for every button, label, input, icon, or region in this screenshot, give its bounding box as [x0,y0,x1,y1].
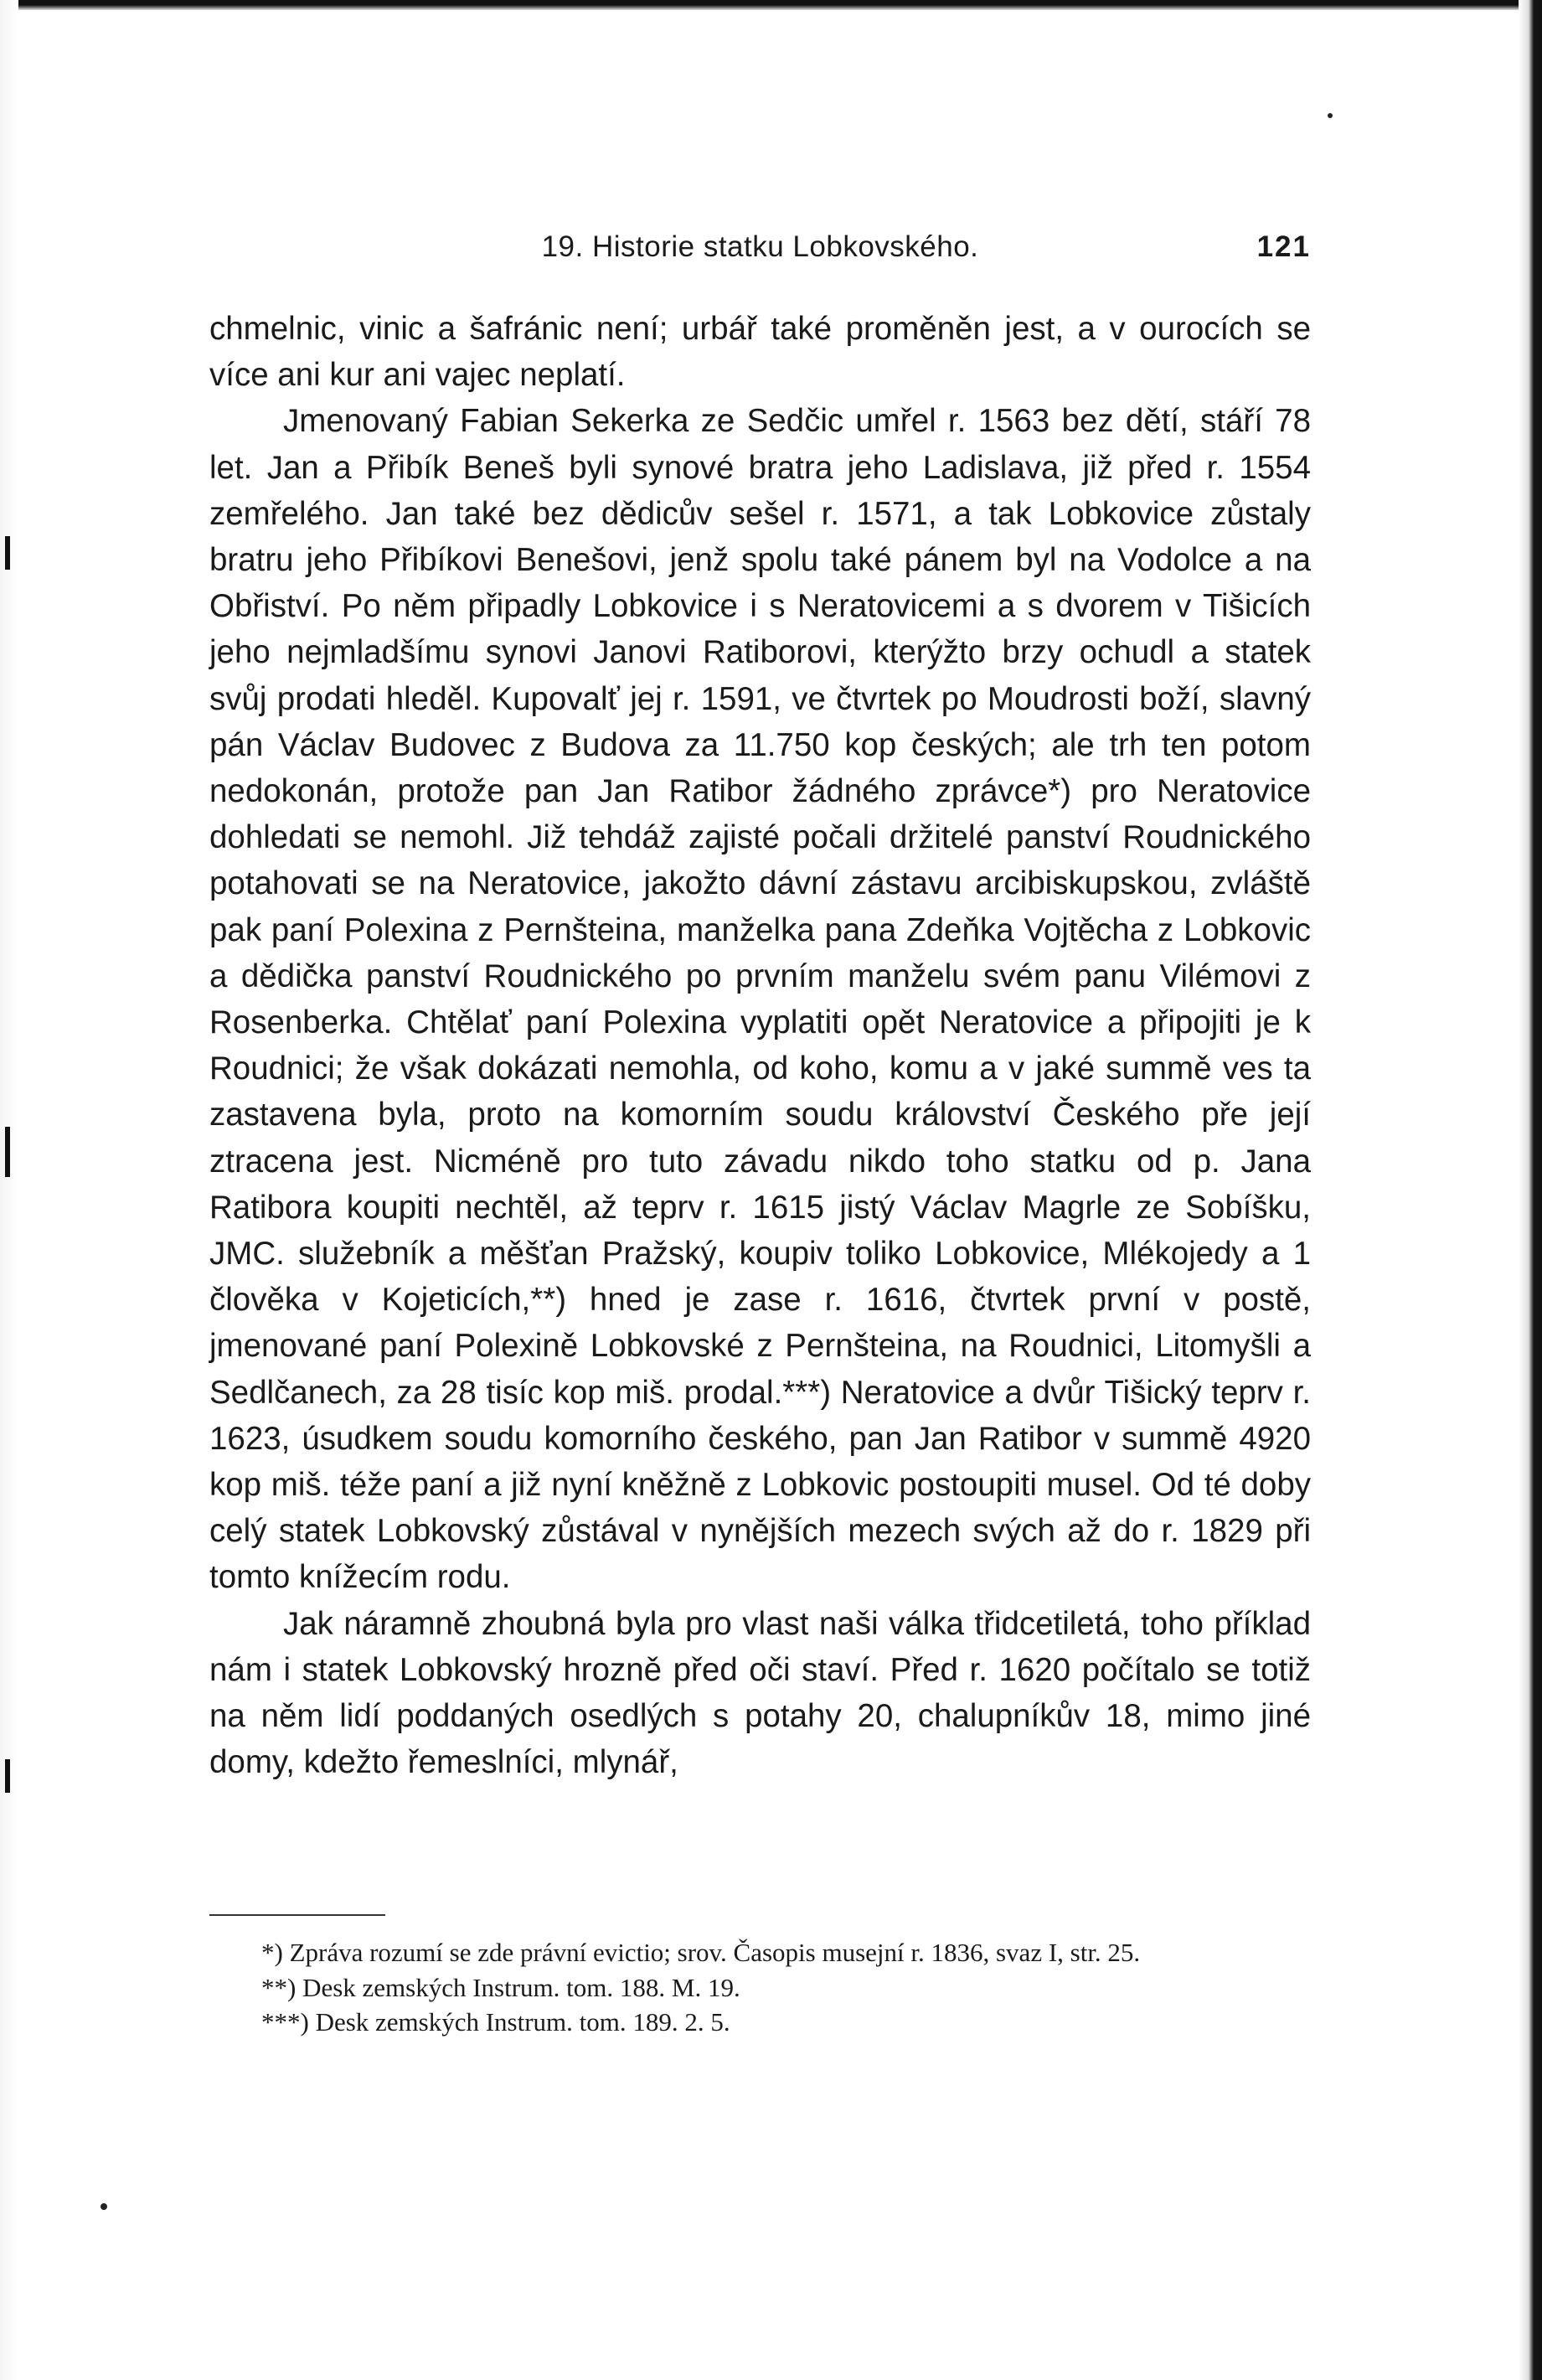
scan-speck [1328,113,1333,118]
scan-mark [5,1759,10,1793]
body-text [209,306,1311,1786]
footnote-divider [209,1914,385,1916]
scan-edge-right [1519,0,1542,2380]
scan-mark [5,1127,10,1177]
scan-speck [101,2203,107,2210]
paragraph: Jak náramně zhoubná byla pro vlast naši válka třidcetiletá, toho příklad nám i statek Lobkovský hrozně před oči staví. Před r. 1620 počítalo se totiž na něm lidí poddaných osedlých s potahy 20, chalupníkův 18, mimo jiné domy, kdežto řemeslníci, mlynář, [209,1605,1311,1781]
scan-edge-left [0,0,18,2380]
page-number: 121 [1256,230,1311,263]
footnote: *) Zpráva rozumí se zde právní evictio; srov. Časopis musejní r. 1836, svaz I, str. 25. [261,1938,1141,1967]
footnote: ***) Desk zemských Instrum. tom. 189. 2. 5. [261,2007,730,2037]
footnote: **) Desk zemských Instrum. tom. 188. M. 19. [261,1972,740,2002]
running-head [209,230,1311,281]
scan-edge-top [0,0,1542,10]
paragraph: chmelnic, vinic a šafránic není; urbář také proměněn jest, a v ourocích se více ani kur ani vajec neplatí. [209,311,1311,394]
paragraph: Jmenovaný Fabian Sekerka ze Sedčic umřel r. 1563 bez dětí, stáří 78 let. Jan a Přibík Beneš byli synové bratra jeho Ladislava, již před r. 1554 zemřelého. Jan také bez dědicův sešel r. 1571, a tak Lobkovice zůstaly bratru jeho Přibíkovi Benešovi, jenž spolu také pánem byl na Vodolce a na Obřiství. Po něm připadly Lobkovice i s Neratovicemi a s dvorem v Tišicích jeho nejmladšímu synovi Janovi Ratiborovi, kterýžto brzy ochudl a statek svůj prodati hleděl. Kupovalť jej r. 1591, ve čtvrtek po Moudrosti boží, slavný pán Václav Budovec z Budova za 11.750 kop českých; ale trh ten potom nedokonán, protože pan Jan Ratibor žádného zprávce*) pro Neratovice dohledati se nemohl. Již tehdáž zajisté počali držitelé panství Roudnického potahovati se na Neratovice, jakožto dávní zástavu arcibiskupskou, zvláště pak paní Polexina z Pernšteina, manželka pana Zdeňka Vojtěcha z Lobkovic a dědička panství Roudnického po prvním manželu svém panu Vilémovi z Rosenberka. Chtělať paní Polexina vyplatiti opět Neratovice a připojiti je k Roudnici; že však dokázati nemohla, od koho, komu a v jaké summě ves ta zastavena byla, proto na komorním soudu království Českého pře její ztracena jest. Nicméně pro tuto závadu nikdo toho statku od p. Jana Ratibora koupiti nechtěl, až teprv r. 1615 jistý Václav Magrle ze Sobíšku, JMC. služebník a měšťan Pražský, koupiv toliko Lobkovice, Mlékojedy a 1 člověka v Kojeticích,**) hned je zase r. 1616, čtvrtek první v postě, jmenované paní Polexině Lobkovské z Pernšteina, na Roudnici, Litomyšli a Sedlčanech, za 28 tisíc kop miš. prodal.***) Neratovice a dvůr Tišický teprv r. 1623, úsudkem soudu komorního českého, pan Jan Ratibor v summě 4920 kop miš. téže paní a již nyní kněžně z Lobkovic postoupiti musel. Od té doby celý statek Lobkovský zůstával v nynějších mezech svých až do r. 1829 při tomto knížecím rodu. [209,403,1311,1596]
chapter-title: 19. Historie statku Lobkovského. [541,230,979,263]
footnotes [209,1935,1311,2040]
scan-mark [5,536,10,570]
